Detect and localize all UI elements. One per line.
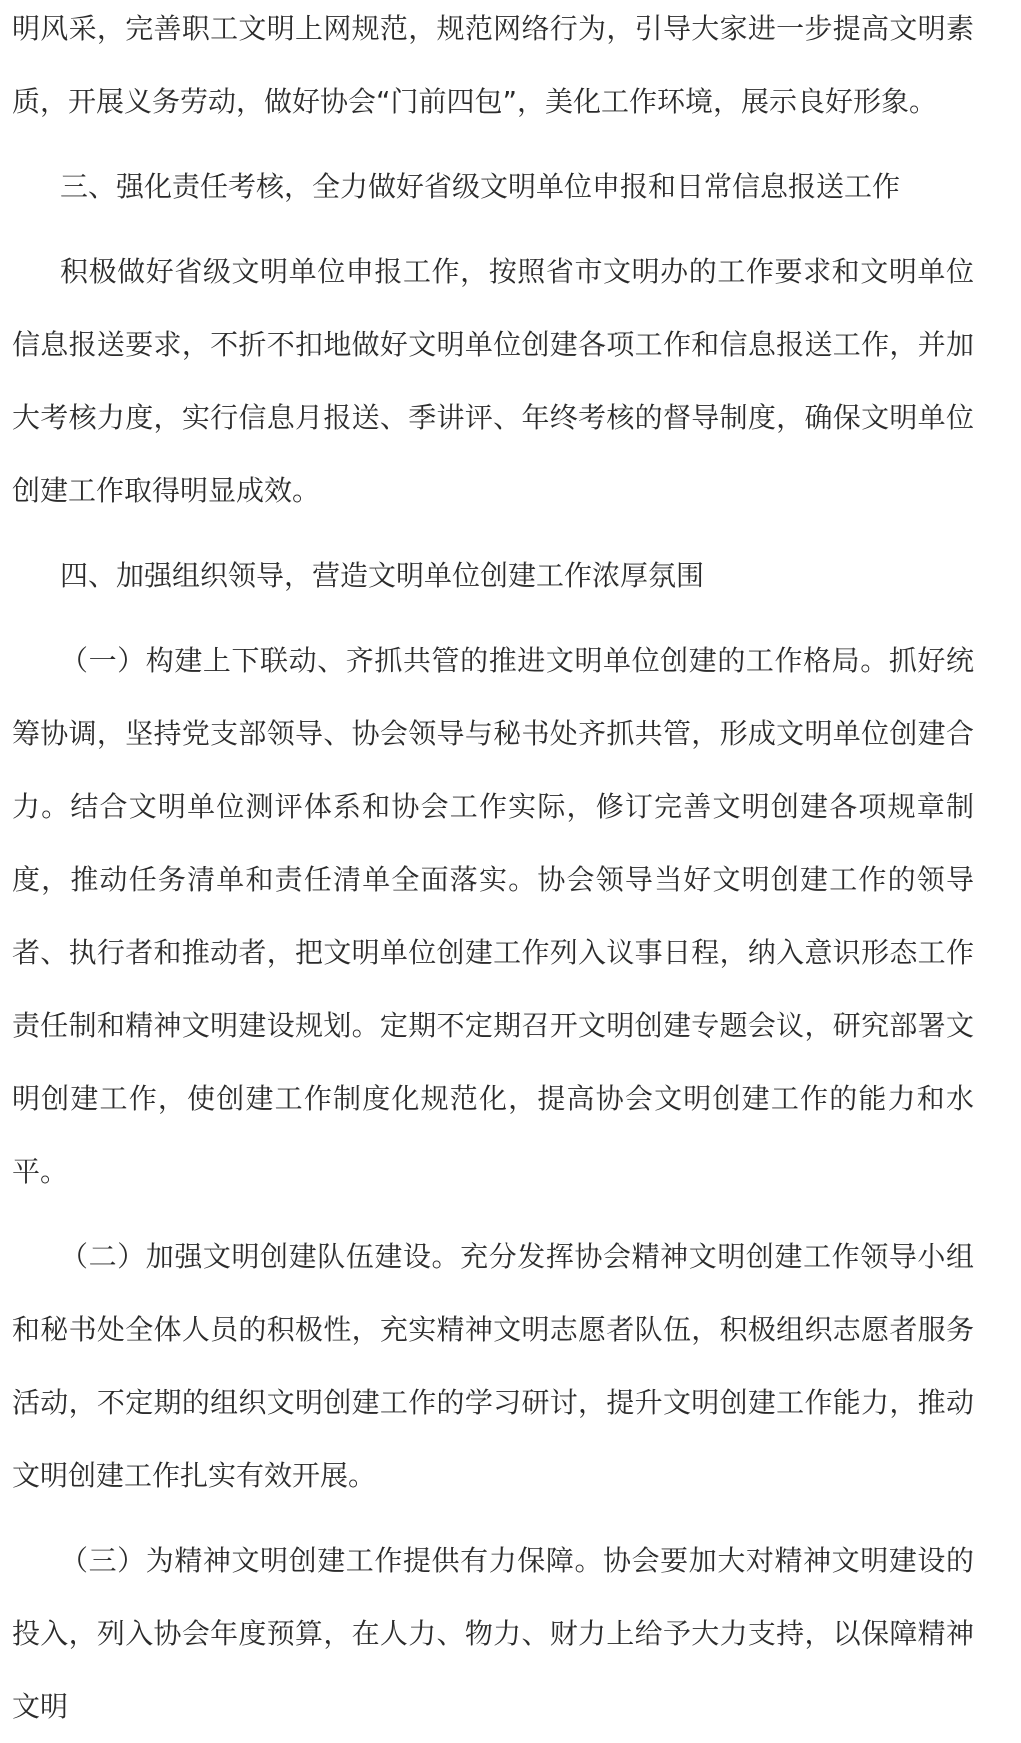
paragraph-gap — [12, 612, 974, 624]
paragraph-gap — [12, 138, 974, 150]
heading-section-three: 三、强化责任考核，全力做好省级文明单位申报和日常信息报送工作 — [60, 170, 901, 203]
paragraph-work-pattern: （一）构建上下联动、齐抓共管的推进文明单位创建的工作格局。抓好统筹协调，坚持党支部领导、协会领导与秘书处齐抓共管，形成文明单位创建合力。结合文明单位测评体系和协会工作实际，修订完善文明创建各项规章制度，推动任务清单和责任清单全面落实。协会领导当好文明创建工作的领导者、执行者和推动者，把文明单位创建工作列入议事日程，纳入意识形态工作责任制和精神文明建设规划。定期不定期召开文明创建专题会议，研究部署文明创建工作，使创建工作制度化规范化，提高协会文明创建工作的能力和水平。 — [12, 644, 974, 1188]
document-body — [12, 0, 974, 1743]
heading-section-four: 四、加强组织领导，营造文明单位创建工作浓厚氛围 — [60, 559, 705, 592]
paragraph-provincial-application: 积极做好省级文明单位申报工作，按照省市文明办的工作要求和文明单位信息报送要求，不折不扣地做好文明单位创建各项工作和信息报送工作，并加大考核力度，实行信息月报送、季讲评、年终考核的督导制度，确保文明单位创建工作取得明显成效。 — [12, 255, 974, 507]
paragraph-gap — [12, 1208, 974, 1220]
paragraph-civility-conduct: 明风采，完善职工文明上网规范，规范网络行为，引导大家进一步提高文明素质，开展义务劳动，做好协会“门前四包”，美化工作环境，展示良好形象。 — [12, 12, 974, 118]
paragraph-strong-support: （三）为精神文明创建工作提供有力保障。协会要加大对精神文明建设的投入，列入协会年度预算，在人力、物力、财力上给予大力支持，以保障精神文明 — [12, 1544, 974, 1723]
paragraph-gap — [12, 1512, 974, 1524]
paragraph-gap — [12, 527, 974, 539]
paragraph-gap — [12, 223, 974, 235]
paragraph-team-building: （二）加强文明创建队伍建设。充分发挥协会精神文明创建工作领导小组和秘书处全体人员的积极性，充实精神文明志愿者队伍，积极组织志愿者服务活动，不定期的组织文明创建工作的学习研讨，提升文明创建工作能力，推动文明创建工作扎实有效开展。 — [12, 1240, 974, 1492]
